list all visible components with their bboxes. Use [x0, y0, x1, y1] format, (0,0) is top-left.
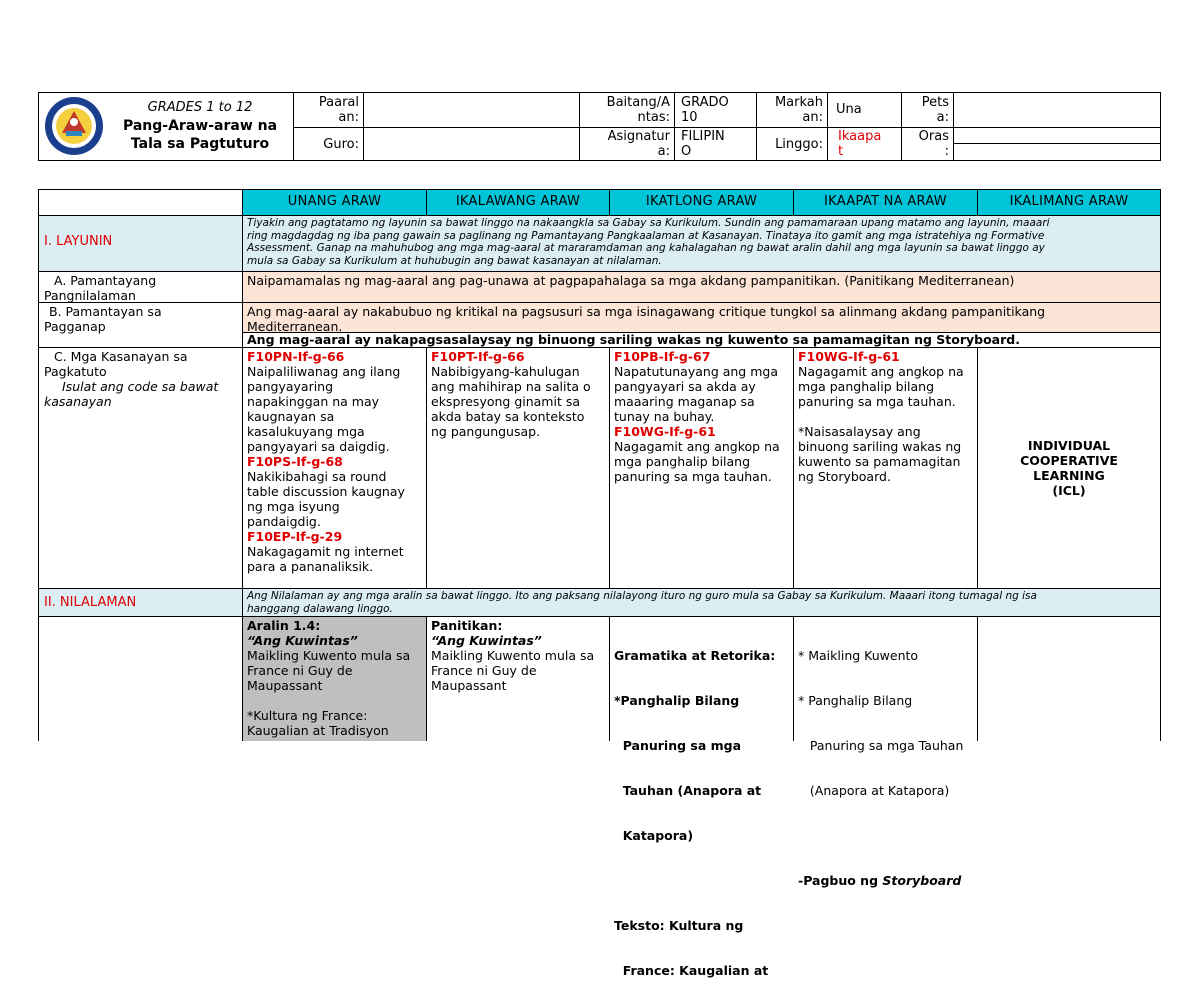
oras-field[interactable]	[953, 127, 1161, 161]
kasanayan-day1: F10PN-If-g-66 Naipaliliwanag ang ilang pangyayaring napakinggan na may kaugnayan sa kasalukuyang mga pangyayari sa daigdig. F10PS-If-g-68 Nakikibahagi sa round table discussion kaugnay ng mga isyung pandaigdig. F10EP-If-g-29 Nakagagamit ng internet para a pananaliksik.	[242, 347, 427, 589]
nilalaman-day3: Gramatika at Retorika: *Panghalip Bilang Panuring sa mga Tauhan (Anapora at Katapora) Teksto: Kultura ng France: Kaugalian at	[609, 616, 794, 741]
day-header-2: IKALAWANG ARAW	[426, 189, 610, 216]
layunin-label-cell	[38, 215, 243, 272]
kasanayan-day2: F10PT-If-g-66 Nabibigyang-kahulugan ang mahihirap na salita o ekspresyong ginamit sa akda batay sa konteksto ng pangungusap.	[426, 347, 610, 589]
nilalaman-label: II. NILALAMAN	[44, 595, 137, 610]
day-header-1: UNANG ARAW	[242, 189, 427, 216]
petsa-label: Pets a:	[901, 92, 954, 128]
oras-divider	[953, 143, 1161, 144]
competency-code: F10PT-If-g-66	[431, 349, 525, 364]
nilalaman-day4: * Maikling Kuwento * Panghalip Bilang Panuring sa mga Tauhan (Anapora at Katapora) -Pagbuo ng Storyboard	[793, 616, 978, 741]
day-header-4: IKAAPAT NA ARAW	[793, 189, 978, 216]
nilalaman-text: Ang Nilalaman ay ang mga aralin sa bawat linggo. Ito ang paksang nilalayong ituro ng guro mula sa Gabay sa Kurikulum. Maaari itong tumagal ng isa hanggang dalawang linggo.	[242, 588, 1161, 617]
pamantayan-pagganap-text: Ang mag-aaral ay nakabubuo ng kritikal na pagsusuri sa mga isinagawang critique tungkol sa alinmang akdang pampanitikang Mediterranean.	[242, 302, 1161, 333]
nilalaman-row-blank	[38, 616, 243, 741]
day-header-5: IKALIMANG ARAW	[977, 189, 1161, 216]
guro-label: Guro:	[293, 127, 364, 161]
competency-code: F10PB-If-g-67	[614, 349, 711, 364]
baitang-label: Baitang/A ntas:	[579, 92, 675, 128]
grades-label: GRADES 1 to 12	[147, 100, 253, 115]
title-line2: Tala sa Pagtuturo	[130, 136, 270, 152]
nilalaman-day1: Aralin 1.4: “Ang Kuwintas” Maikling Kuwento mula sa France ni Guy de Maupassant *Kultura ng France: Kaugalian at Tradisyon	[242, 616, 427, 741]
nilalaman-day2: Panitikan: “Ang Kuwintas” Maikling Kuwento mula sa France ni Guy de Maupassant	[426, 616, 610, 741]
pamantayan-pagganap-label: B. Pamantayan sa Pagganap	[38, 302, 243, 348]
baitang-value: GRADO 10	[674, 92, 757, 128]
competency-code: F10WG-If-g-61	[798, 349, 900, 364]
petsa-field[interactable]	[953, 92, 1161, 128]
pamantayang-pangnilalaman-label: A. Pamantayang Pangnilalaman	[38, 271, 243, 303]
competency-code: F10PN-If-g-66	[247, 349, 345, 364]
layunin-label: I. LAYUNIN	[44, 234, 113, 249]
markahan-label: Markah an:	[756, 92, 828, 128]
guro-field[interactable]	[363, 127, 580, 161]
kasanayan-day3: F10PB-If-g-67 Napatutunayang ang mga pangyayari sa akda ay maaaring maganap sa tunay na buhay. F10WG-If-g-61 Nagagamit ang angkop na mga panghalip bilang panuring sa mga tauhan.	[609, 347, 794, 589]
layunin-text: Tiyakin ang pagtatamo ng layunin sa bawat linggo na nakaangkla sa Gabay sa Kurikulum. Sundin ang pamamaraan upang matamo ang layunin, maaari ring magdagdag ng iba pang gawain sa paglinang ng Pamantayang Pangkaalaman at Kasanayan. Tinataya ito gamit ang mga istratehiya ng Formative Assessment. Ganap na mahuhubog ang mga mag-aaral at mararamdaman ang kahalagahan ng bawat aralin dahil ang mga layunin sa bawat linggo ay mula sa Gabay sa Kurikulum at huhubugin ang bawat kasanayan at nilalaman.	[242, 215, 1161, 272]
storyboard-statement: Ang mag-aaral ay nakapagsasalaysay ng binuong sariling wakas ng kuwento sa pamamagitan ng Storyboard.	[242, 332, 1161, 348]
nilalaman-day5	[977, 616, 1161, 741]
title-line1: Pang-Araw-araw na	[122, 118, 278, 134]
day-header-empty	[38, 189, 243, 216]
asignatura-label: Asignatur a:	[579, 127, 675, 161]
asignatura-value: FILIPIN O	[674, 127, 757, 161]
paaralan-label: Paaral an:	[293, 92, 364, 128]
kasanayan-day4: F10WG-If-g-61 Nagagamit ang angkop na mga panghalip bilang panuring sa mga tauhan. *Naisasalaysay ang binuong sariling wakas ng kuwento sa pamamagitan ng Storyboard.	[793, 347, 978, 589]
nilalaman-label-cell	[38, 588, 243, 617]
paaralan-field[interactable]	[363, 92, 580, 128]
kasanayan-label-cell: C. Mga Kasanayan sa Pagkatuto Isulat ang code sa bawat kasanayan	[38, 347, 243, 589]
kasanayan-day5: INDIVIDUAL COOPERATIVE LEARNING (ICL)	[977, 347, 1161, 589]
linggo-label: Linggo:	[756, 127, 828, 161]
linggo-value: Ikaapa t	[827, 127, 902, 161]
competency-code: F10EP-If-g-29	[247, 529, 343, 544]
markahan-value: Una	[827, 92, 902, 128]
oras-label: Oras :	[901, 127, 954, 161]
competency-code: F10PS-If-g-68	[247, 454, 343, 469]
deped-logo	[42, 95, 106, 157]
day-header-3: IKATLONG ARAW	[609, 189, 794, 216]
competency-code: F10WG-If-g-61	[614, 424, 716, 439]
pamantayang-pangnilalaman-text: Naipamamalas ng mag-aaral ang pag-unawa at pagpapahalaga sa mga akdang pampanitikan. (Panitikang Mediterranean)	[242, 271, 1161, 303]
